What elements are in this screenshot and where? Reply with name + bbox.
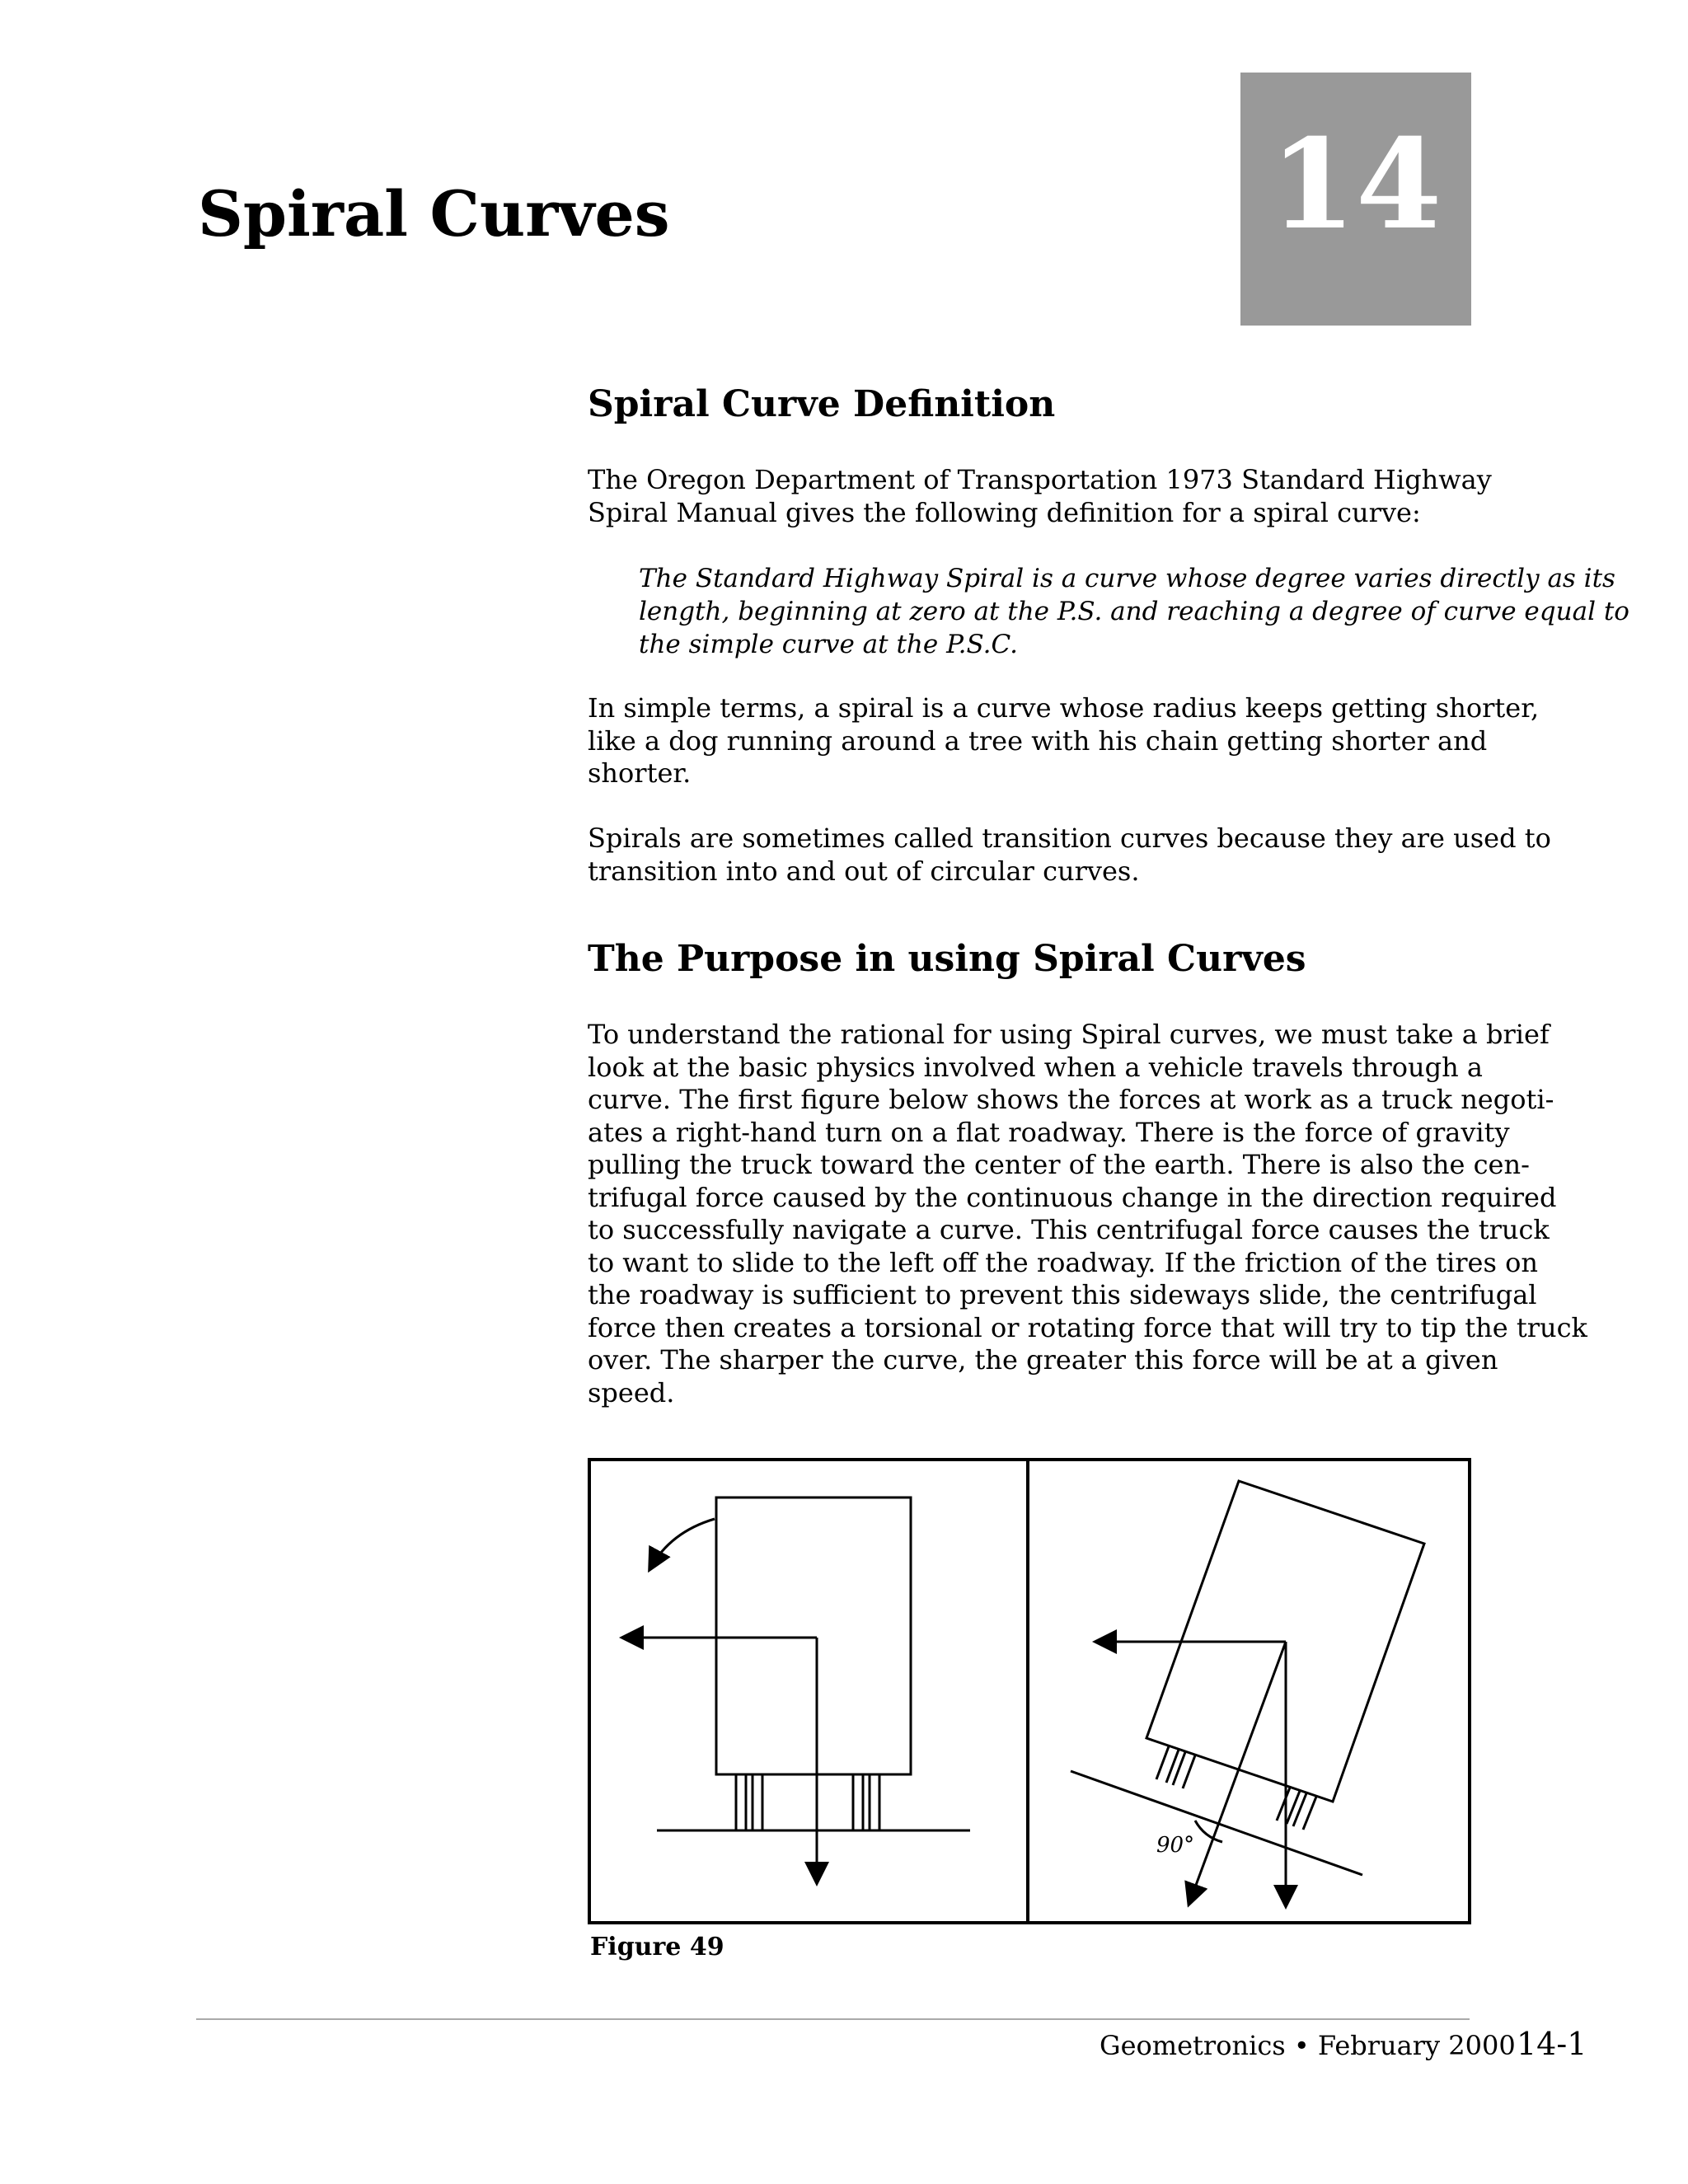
footer-publisher: Geometronics • February 2000 <box>1100 2030 1516 2061</box>
transition-paragraph <box>588 823 1551 888</box>
figure-caption: Figure 49 <box>590 1933 724 1961</box>
chapter-title: Spiral Curves <box>198 177 670 251</box>
text-line: curve. The first figure below shows the forces at work as a truck negoti- <box>588 1084 1554 1115</box>
banked-road-truck <box>1071 1481 1424 1905</box>
quote-line: length, beginning at zero at the P.S. and reaching a degree of curve equal to <box>639 597 1629 626</box>
text-line: The Oregon Department of Transportation 1973 Standard Highway <box>588 464 1492 495</box>
purpose-paragraph <box>588 1019 1587 1409</box>
definition-quote <box>639 562 1629 661</box>
text-line: force then creates a torsional or rotating force that will try to tip the truck <box>588 1311 1587 1343</box>
text-line: Spiral Manual gives the following definition for a spiral curve: <box>588 496 1421 528</box>
tires-flat <box>736 1774 879 1830</box>
text-line: trifugal force caused by the continuous change in the direction required <box>588 1181 1557 1213</box>
text-line: look at the basic physics involved when a vehicle travels through a <box>588 1051 1483 1083</box>
intro-paragraph <box>588 464 1492 529</box>
section-spiral-definition <box>588 385 1478 424</box>
text-line: pulling the truck toward the center of the earth. There is also the cen- <box>588 1149 1530 1180</box>
text-line: the roadway is sufficient to prevent this sideways slide, the centrifugal <box>588 1279 1537 1310</box>
normal-arrow-banked <box>1189 1642 1286 1903</box>
tipping-arrow <box>650 1519 715 1568</box>
section-heading-definition: Spiral Curve Definition <box>588 383 1056 425</box>
section-heading-purpose: The Purpose in using Spiral Curves <box>588 938 1306 980</box>
quote-line: The Standard Highway Spiral is a curve whose degree varies directly as its <box>639 564 1615 593</box>
text-line: shorter. <box>588 757 692 789</box>
text-line: like a dog running around a tree with his chain getting shorter and <box>588 724 1488 757</box>
text-line: to successfully navigate a curve. This centrifugal force causes the truck <box>588 1214 1550 1245</box>
footer-rule <box>196 2018 1470 2020</box>
chapter-number: 14 <box>1269 111 1442 257</box>
text-line: ates a right-hand turn on a flat roadway. There is the force of gravity <box>588 1116 1510 1148</box>
text-line: over. The sharper the curve, the greater this force will be at a given <box>588 1344 1498 1376</box>
truck-forces-diagram <box>588 1458 1471 1924</box>
section-purpose <box>588 940 1478 979</box>
text-line: speed. <box>588 1376 675 1408</box>
text-line: transition into and out of circular curves. <box>588 855 1140 887</box>
quote-line: the simple curve at the P.S.C. <box>639 630 1018 659</box>
text-line: to want to slide to the left off the roadway. If the friction of the tires on <box>588 1246 1538 1278</box>
flat-road-truck <box>624 1497 970 1882</box>
road-surface-banked <box>1071 1771 1362 1875</box>
simple-terms-paragraph <box>588 692 1540 790</box>
text-line: Spirals are sometimes called transition curves because they are used to <box>588 823 1551 854</box>
angle-label: 90° <box>1156 1833 1195 1858</box>
text-line: In simple terms, a spiral is a curve whose radius keeps getting shorter, <box>588 692 1540 724</box>
text-line: To understand the rational for using Spiral curves, we must take a brief <box>588 1019 1550 1050</box>
chapter-number-box <box>1240 73 1471 326</box>
page-number: 14-1 <box>1517 2026 1587 2062</box>
truck-body-flat <box>716 1497 911 1774</box>
